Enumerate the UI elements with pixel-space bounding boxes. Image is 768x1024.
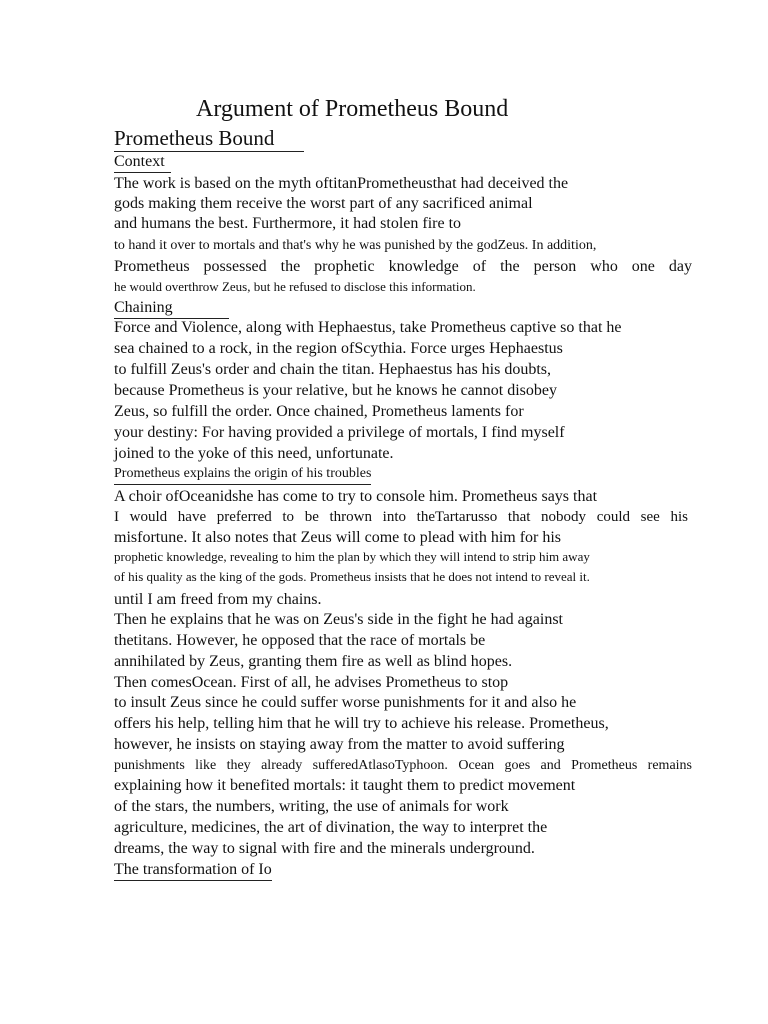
paragraph-line: sea chained to a rock, in the region ofScythia. Force urges Hephaestus: [114, 340, 563, 357]
paragraph-line: to insult Zeus since he could suffer worse punishments for it and also he: [114, 694, 577, 711]
paragraph-line: thetitans. However, he opposed that the race of mortals be: [114, 632, 486, 649]
paragraph-line: he would overthrow Zeus, but he refused to disclose this information.: [114, 279, 476, 294]
paragraph-line: to fulfill Zeus's order and chain the titan. Hephaestus has his doubts,: [114, 361, 552, 378]
paragraph-line: dreams, the way to signal with fire and the minerals underground.: [114, 840, 535, 857]
paragraph-line: to hand it over to mortals and that's why he was punished by the godZeus. In addition,: [114, 238, 597, 253]
paragraph-line: of his quality as the king of the gods. Prometheus insists that he does not intend to reveal it.: [114, 569, 590, 584]
paragraph-line: of the stars, the numbers, writing, the use of animals for work: [114, 798, 509, 815]
paragraph-line: because Prometheus is your relative, but he knows he cannot disobey: [114, 382, 557, 399]
paragraph-line: misfortune. It also notes that Zeus will come to plead with him for his: [114, 529, 562, 546]
paragraph-line: gods making them receive the worst part of any sacrificed animal: [114, 195, 533, 212]
subheading-origin-of-troubles: Prometheus explains the origin of his troubles: [114, 464, 371, 485]
paragraph-line: Prometheus possessed the prophetic knowledge of the person who one day: [114, 258, 692, 275]
paragraph-line: Zeus, so fulfill the order. Once chained, Prometheus laments for: [114, 403, 524, 420]
paragraph-line: A choir ofOceanidshe has come to try to console him. Prometheus says that: [114, 488, 598, 505]
paragraph-line: agriculture, medicines, the art of divination, the way to interpret the: [114, 819, 548, 836]
section-heading-prometheus-bound: Prometheus Bound: [114, 125, 304, 152]
paragraph-line: joined to the yoke of this need, unfortunate.: [114, 445, 394, 462]
paragraph-line: Force and Violence, along with Hephaestus, take Prometheus captive so that he: [114, 319, 622, 336]
subheading-chaining: Chaining: [114, 298, 229, 319]
page-title: Argument of Prometheus Bound: [196, 96, 509, 122]
paragraph-line: I would have preferred to be thrown into theTartarusso that nobody could see his: [114, 509, 688, 525]
paragraph-line: The work is based on the myth oftitanPrometheusthat had deceived the: [114, 175, 569, 192]
paragraph-line: punishments like they already sufferedAtlasoTyphoon. Ocean goes and Prometheus remains: [114, 758, 692, 773]
paragraph-line: prophetic knowledge, revealing to him the plan by which they will intend to strip him away: [114, 549, 590, 564]
subheading-context: Context: [114, 152, 171, 173]
subheading-transformation-of-io: The transformation of Io: [114, 860, 272, 881]
paragraph-line: however, he insists on staying away from the matter to avoid suffering: [114, 736, 565, 753]
paragraph-line: explaining how it benefited mortals: it taught them to predict movement: [114, 777, 576, 794]
paragraph-line: Then he explains that he was on Zeus's side in the fight he had against: [114, 611, 563, 628]
paragraph-line: until I am freed from my chains.: [114, 591, 322, 608]
paragraph-line: and humans the best. Furthermore, it had stolen fire to: [114, 215, 462, 232]
paragraph-line: your destiny: For having provided a privilege of mortals, I find myself: [114, 424, 565, 441]
paragraph-line: annihilated by Zeus, granting them fire as well as blind hopes.: [114, 653, 513, 670]
paragraph-line: Then comesOcean. First of all, he advises Prometheus to stop: [114, 674, 509, 691]
paragraph-line: offers his help, telling him that he will try to achieve his release. Prometheus,: [114, 715, 609, 732]
